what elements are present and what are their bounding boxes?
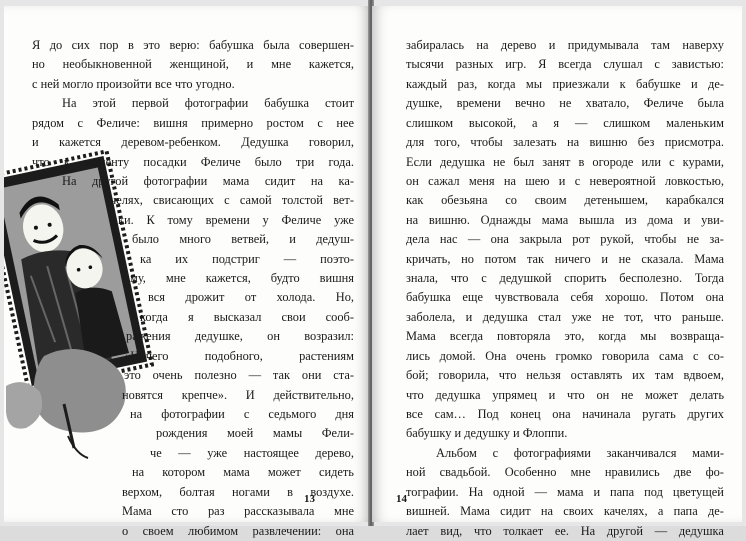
left-text-line: ражения дедушке, он возразил: — [126, 329, 354, 344]
left-text-line: с ней могло произойти все что угодно. — [32, 76, 235, 91]
right-text-line: слишком высокой, а я — слишком маленьким — [406, 115, 724, 130]
right-text-line: Альбом с фотографиями заканчивался мами- — [436, 445, 724, 460]
left-text-line: ка их подстриг — поэто- — [140, 251, 354, 266]
left-text-line: и кажется деревом-ребенком. Дедушка говорил, — [32, 135, 354, 150]
left-text-line: но необыкновенной женщиной, и мне кажется, — [32, 57, 354, 72]
left-text-line: на котором мама может сидеть — [132, 465, 354, 480]
right-text-line: тысячи разных игр. Я всегда слушал с завистью: — [406, 57, 724, 72]
left-text-line: что к моменту посадки Феличе было три года. — [32, 154, 354, 169]
left-text-line: вся дрожит от холода. Но, — [148, 290, 354, 305]
right-text-line: вишней. Мама сидит на своих качелях, а папа де- — [406, 504, 724, 519]
right-text-line: бой; говорила, что нельзя оставлять их там вдвоем, — [406, 368, 724, 383]
left-text-line: На этой первой фотографии бабушка стоит — [62, 96, 354, 111]
left-text-line: было много ветвей, и дедуш- — [132, 232, 354, 247]
right-text-line: для того, чтобы залезать на вишню без присмотра. — [406, 135, 724, 150]
left-page-number: 13 — [304, 493, 315, 505]
right-text-line: как обезьяна со своим детенышем, карабкался — [406, 193, 724, 208]
right-text-line: тографии. На одной — мама и папа под цветущей — [406, 484, 724, 499]
right-text-line: кричать, но потом так ничего и не сказала. Мама — [406, 251, 724, 266]
left-text-line: это очень полезно — так они ста- — [124, 368, 354, 383]
right-text-line: забиралась на дерево и придумывала там наверху — [406, 38, 724, 52]
right-page — [372, 6, 742, 538]
left-text-line: ки. К тому времени у Феличе уже — [118, 212, 354, 227]
right-text-line: знала, что с дедушкой спорить бесполезно. Тогда — [406, 271, 724, 286]
left-text-line: На другой фотографии мама сидит на ка- — [62, 173, 354, 188]
right-page-number: 14 — [396, 493, 407, 505]
left-text-line: че — уже настоящее дерево, — [150, 445, 354, 460]
right-text-line: Если дедушка не был занят в огороде или с курами, — [406, 154, 724, 169]
left-text-line: Я до сих пор в это верю: бабушка была совершен- — [32, 38, 354, 52]
right-text-line: душке, времени вечно не хватало, Феличе была — [406, 96, 724, 111]
left-text-line: челях, свисающих с самой толстой вет- — [110, 193, 354, 208]
left-text-line: му, мне кажется, будто вишня — [130, 271, 354, 286]
right-text-line: заболела, и дедушка стал уже не тот, что раньше. — [406, 309, 724, 324]
right-text-line: бабушку и дедушку и Флоппи. — [406, 426, 568, 441]
left-text-line: верхом, болтая ногами в воздухе. — [122, 484, 354, 499]
left-text-line: на фотографии с седьмого дня — [130, 406, 354, 421]
right-text-line: все сам… Под конец она начинала ругать других — [406, 406, 724, 421]
right-text-line: на вишню. Однажды мама вышла из дома и уви- — [406, 212, 724, 227]
right-text-line: каждый раз, когда мы приезжали к бабушке и де- — [406, 76, 724, 91]
left-text-line: новятся крепче». И действительно, — [122, 387, 354, 402]
right-text-line: дела нас — она закрыла рот рукой, чтобы не за- — [406, 232, 724, 247]
right-text-line: что дедушка упрямец и что он не может делать — [406, 387, 724, 402]
left-text-line: Мама сто раз рассказывала мне — [122, 504, 354, 519]
right-text-line: лает вид, что толкает ее. На другой — дедушка — [406, 523, 724, 538]
left-text-line: «Ничего подобного, растениям — [124, 348, 354, 363]
left-page — [4, 6, 370, 538]
left-text-line: о своем любимом развлечении: она — [122, 523, 354, 538]
left-text-line: рождения моей мамы Фели- — [156, 426, 354, 441]
right-text-line: Мама всегда повторяла это, когда мы возвраща- — [406, 329, 724, 344]
left-text-line: когда я высказал свои сооб- — [140, 309, 354, 324]
right-text-line: ной свадьбой. Особенно мне нравились две фо- — [406, 465, 724, 480]
right-text-line: он сажал меня на шею и с невероятной ловкостью, — [406, 173, 724, 188]
left-text-line: рядом с Феличе: вишня примерно ростом с нее — [32, 115, 354, 130]
right-text-line: лись домой. Она очень громко говорила сама с со- — [406, 348, 724, 363]
right-text-line: бабушка еще чувствовала себя хорошо. Потом она — [406, 290, 724, 305]
